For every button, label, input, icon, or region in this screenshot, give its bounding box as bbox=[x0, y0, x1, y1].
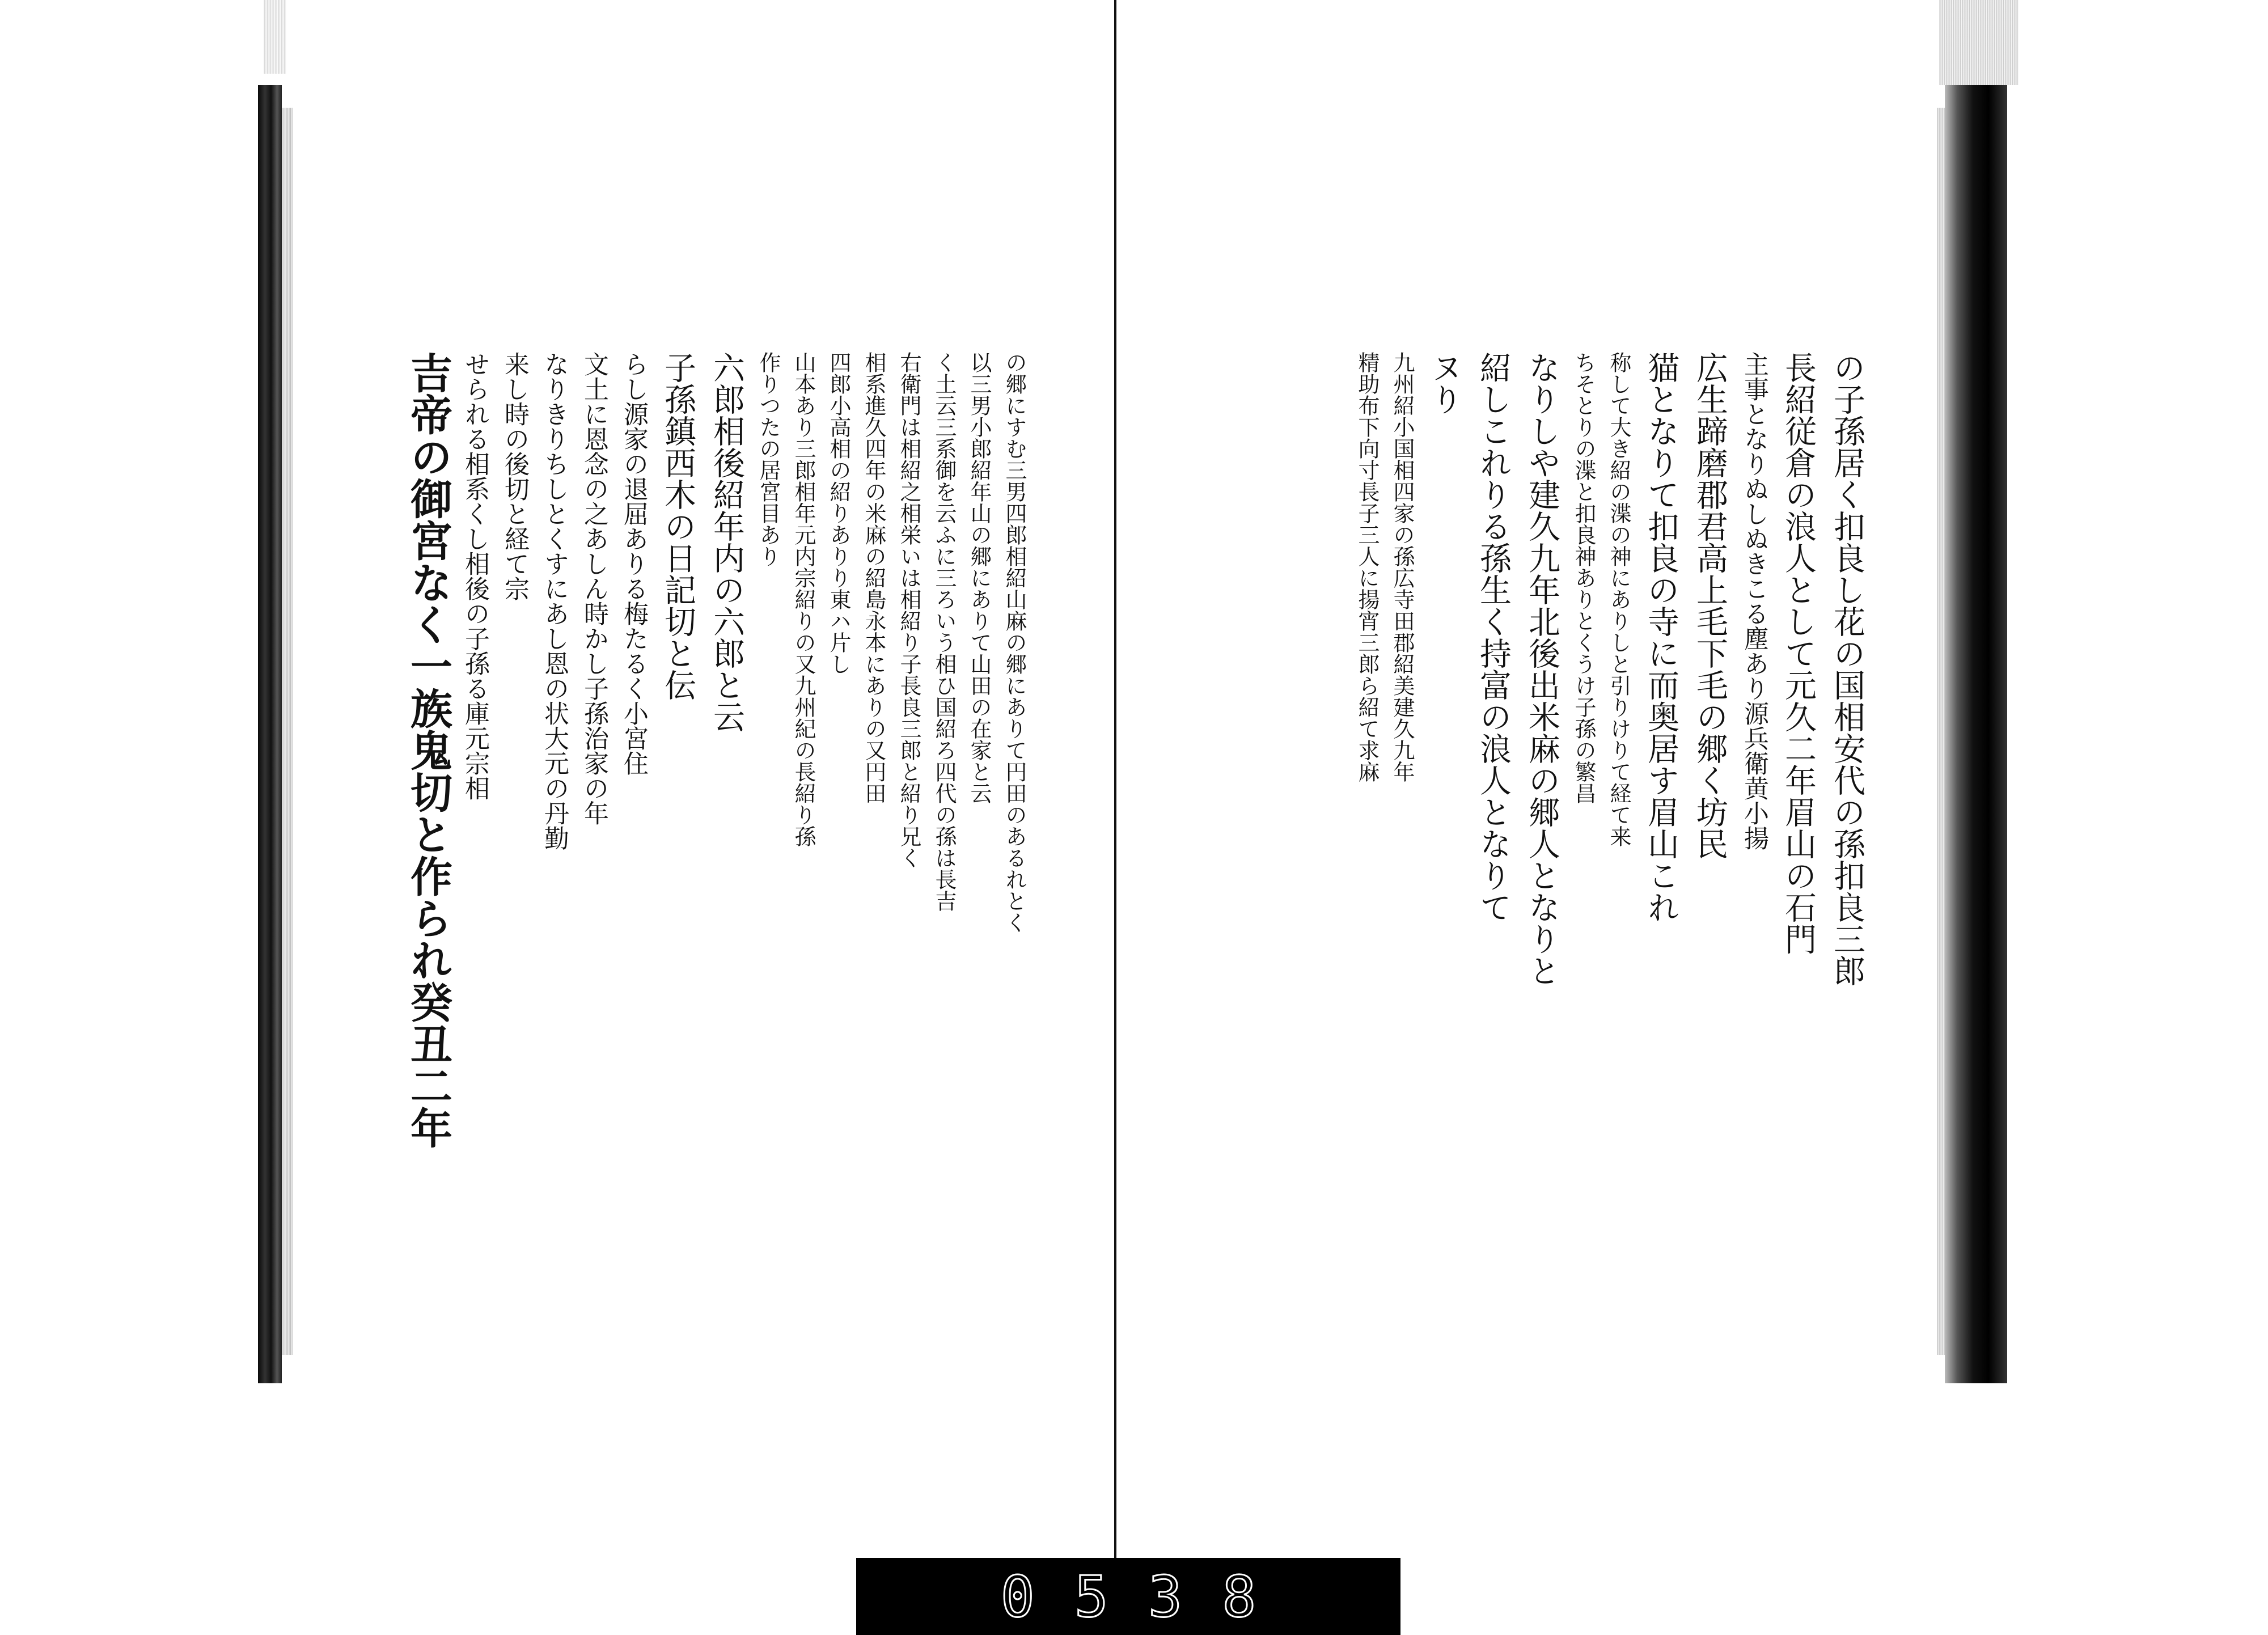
frame-number: 0538 bbox=[1000, 1563, 1296, 1630]
text-column: 九州紹小国相四家の孫広寺田郡紹美建久九年 bbox=[1390, 351, 1415, 782]
text-column: なりきりちしとくすにあし恩の状大元の丹勤 bbox=[540, 351, 569, 850]
text-column: 猫となりて扣良の寺に而奥居す眉山これ bbox=[1643, 351, 1679, 923]
text-column: らし源家の退屈ありる梅たるく小宮住 bbox=[619, 351, 648, 776]
text-column: なりしや建久九年北後出米麻の郷人となりと bbox=[1524, 351, 1560, 986]
text-column: 主事となりぬしぬきこる塵あり源兵衛黄小揚 bbox=[1740, 351, 1768, 850]
text-column: 山本あり三郎相年元内宗紹りの又九州紀の長紹り孫 bbox=[791, 351, 816, 847]
left-page bbox=[363, 351, 1032, 1327]
text-column: の郷にすむ三男四郎相紹山麻の郷にありて円田のあるれとく bbox=[1002, 351, 1027, 933]
frame-number-plate bbox=[856, 1558, 1400, 1635]
text-column: 称して大き紹の渫の神にありしと引りけりて経て来 bbox=[1606, 351, 1631, 847]
text-column: 以三男小郎紹年山の郷にありて山田の在家と云 bbox=[967, 351, 992, 804]
text-column: 右衛門は相紹之相栄いは相紹り子長良三郎と紹り兄く bbox=[896, 351, 921, 869]
text-column: ヌり bbox=[1426, 351, 1463, 415]
text-column: 紹しこれりる孫生く持富の浪人となりて bbox=[1475, 351, 1512, 923]
text-column: 作りつたの居宮目あり bbox=[756, 351, 781, 567]
page-edge-noise-right bbox=[1939, 0, 2019, 85]
text-column: の子孫居く扣良し花の国相安代の孫扣良三郎 bbox=[1829, 351, 1865, 986]
text-column: ちそとりの渫と扣良神ありとくうけ子孫の繁昌 bbox=[1571, 351, 1596, 804]
text-column: 精助布下向寸長子三人に揚宵三郎ら紹て求麻 bbox=[1355, 351, 1380, 782]
text-column: 文土に恩念の之あしん時かし子孫治家の年 bbox=[579, 351, 608, 825]
text-column: 四郎小高相の紹りありり東ハ片し bbox=[826, 351, 851, 675]
text-column: 吉帝の御宮なく一族鬼切と作られ癸丑二年 bbox=[404, 351, 452, 1149]
book-edge-right bbox=[1945, 85, 2007, 1383]
text-column: 長紹従倉の浪人として元久二年眉山の石門 bbox=[1780, 351, 1817, 955]
page-edge-noise-left bbox=[264, 0, 286, 74]
text-column: 六郎相後紹年内の六郎と云 bbox=[708, 351, 745, 732]
text-column: 相系進久四年の米麻の紹島永本にありの又円田 bbox=[861, 351, 886, 804]
text-column: 子孫鎮西木の日記切と伝 bbox=[659, 351, 696, 701]
text-column: 来し時の後切と経て宗 bbox=[500, 351, 529, 601]
book-edge-left bbox=[258, 85, 282, 1383]
text-column: 広生蹄磨郡君高上毛下毛の郷く坊民 bbox=[1691, 351, 1728, 859]
right-page bbox=[1168, 351, 1871, 1327]
book-gutter bbox=[1114, 0, 1116, 1635]
text-column: く土云三系御を云ふに三ろいう相ひ国紹ろ四代の孫は長吉 bbox=[932, 351, 957, 912]
text-column: せられる相系くし相後の子孫る庫元宗相 bbox=[460, 351, 489, 800]
